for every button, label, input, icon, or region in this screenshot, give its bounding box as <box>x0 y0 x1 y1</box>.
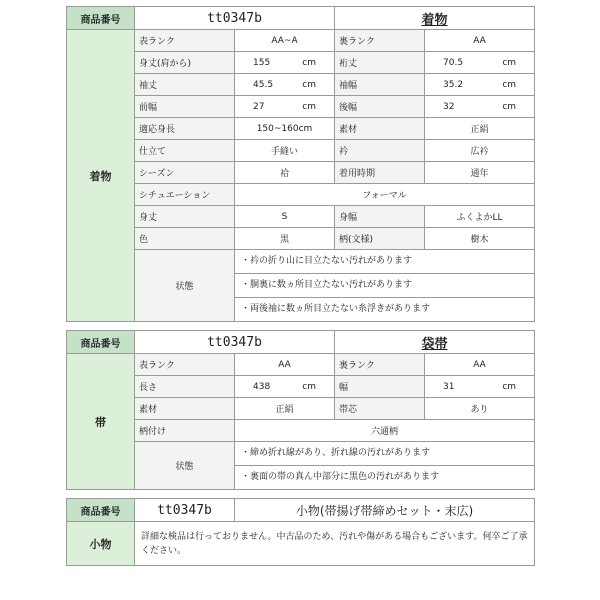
kimono-condition-item: ・胴裏に数ヵ所目立たない汚れがあります <box>235 274 534 298</box>
eri-label: 衿 <box>335 140 425 162</box>
obi-product-no: tt0347b <box>135 331 335 354</box>
obi-ura-rank-value: AA <box>425 354 535 376</box>
maehaba-cell <box>235 96 335 118</box>
ushirohaba-label: 後幅 <box>335 96 425 118</box>
iro-value: 黒 <box>235 228 335 250</box>
tekio-label: 適応身長 <box>135 118 235 140</box>
product-sheet <box>66 6 534 566</box>
ushirohaba-unit: cm <box>502 101 517 112</box>
season-label: シーズン <box>135 162 235 184</box>
mitake-value: 155 <box>253 57 271 68</box>
mihaba-value: ふくよかLL <box>425 206 535 228</box>
obi-nagasa-label: 長さ <box>135 376 235 398</box>
kimono-condition-item: ・両後袖に数ヵ所目立たない糸浮きがあります <box>241 304 431 314</box>
komono-title: 小物(帯揚げ帯締めセット・末広) <box>235 499 535 522</box>
obi-section-label: 帯 <box>67 354 135 490</box>
kimono-table <box>66 6 535 322</box>
obi-omote-rank-label: 表ランク <box>135 354 235 376</box>
obi-nagasa-value: 438 <box>253 381 271 392</box>
ura-rank-label: 裏ランク <box>335 30 425 52</box>
obi-gara-label: 柄付け <box>135 420 235 442</box>
mitake2-value: S <box>235 206 335 228</box>
mitake-label: 身丈(肩から) <box>135 52 235 74</box>
omote-rank-value: AA~A <box>235 30 335 52</box>
situation-label: シチュエーション <box>135 184 235 206</box>
yukitake-unit: cm <box>502 57 517 68</box>
jiki-label: 着用時期 <box>335 162 425 184</box>
mitake-cell <box>235 52 335 74</box>
obi-omote-rank-value: AA <box>235 354 335 376</box>
obi-haba-value: 31 <box>443 381 455 392</box>
yukitake-label: 裄丈 <box>335 52 425 74</box>
ushirohaba-value: 32 <box>443 101 455 112</box>
mitake2-label: 身丈 <box>135 206 235 228</box>
eri-value: 広衿 <box>425 140 535 162</box>
shitate-value: 手縫い <box>235 140 335 162</box>
maehaba-unit: cm <box>302 101 317 112</box>
obi-haba-label: 幅 <box>335 376 425 398</box>
sodetake-cell <box>235 74 335 96</box>
ushirohaba-cell <box>425 96 535 118</box>
komono-table <box>66 498 535 566</box>
section-gap <box>66 322 534 330</box>
obi-sozai-value: 正絹 <box>235 398 335 420</box>
komono-note: 詳細な検品は行っておりません。中古品のため、汚れや傷がある場合もございます。何卒ご了承ください。 <box>135 522 535 566</box>
mihaba-label: 身幅 <box>335 206 425 228</box>
kimono-conditions <box>235 250 535 322</box>
kimono-section-label: 着物 <box>67 30 135 322</box>
obi-gara-value: 六通柄 <box>235 420 535 442</box>
kimono-condition-item: ・衿の折り山に目立たない汚れがあります <box>235 250 534 274</box>
kimono-title: 着物 <box>335 7 535 30</box>
maehaba-label: 前幅 <box>135 96 235 118</box>
sodehaba-unit: cm <box>502 79 517 90</box>
product-no: tt0347b <box>135 7 335 30</box>
ura-rank-value: AA <box>425 30 535 52</box>
sodetake-unit: cm <box>302 79 317 90</box>
sodehaba-label: 袖幅 <box>335 74 425 96</box>
kimono-condition-label: 状態 <box>135 250 235 322</box>
omote-rank-label: 表ランク <box>135 30 235 52</box>
shitate-label: 仕立て <box>135 140 235 162</box>
obi-table <box>66 330 535 490</box>
situation-value: フォーマル <box>235 184 535 206</box>
obi-product-no-label: 商品番号 <box>67 331 135 354</box>
obi-obishin-label: 帯芯 <box>335 398 425 420</box>
tekio-value: 150~160cm <box>235 118 335 140</box>
obi-condition-item: ・締め折れ線があり、折れ線の汚れがあります <box>235 442 534 466</box>
gara-value: 樹木 <box>425 228 535 250</box>
obi-title: 袋帯 <box>335 331 535 354</box>
sodehaba-cell <box>425 74 535 96</box>
obi-haba-cell <box>425 376 535 398</box>
komono-product-no: tt0347b <box>135 499 235 522</box>
obi-ura-rank-label: 裏ランク <box>335 354 425 376</box>
obi-nagasa-cell <box>235 376 335 398</box>
section-gap <box>66 490 534 498</box>
jiki-value: 通年 <box>425 162 535 184</box>
season-value: 袷 <box>235 162 335 184</box>
gara-label: 柄(文様) <box>335 228 425 250</box>
obi-haba-unit: cm <box>502 381 517 392</box>
obi-conditions <box>235 442 535 490</box>
maehaba-value: 27 <box>253 101 265 112</box>
komono-section-label: 小物 <box>67 522 135 566</box>
obi-sozai-label: 素材 <box>135 398 235 420</box>
obi-condition-label: 状態 <box>135 442 235 490</box>
yukitake-cell <box>425 52 535 74</box>
mitake-unit: cm <box>302 57 317 68</box>
komono-product-no-label: 商品番号 <box>67 499 135 522</box>
sozai-value: 正絹 <box>425 118 535 140</box>
sodetake-value: 45.5 <box>253 79 274 90</box>
product-no-label: 商品番号 <box>67 7 135 30</box>
sodehaba-value: 35.2 <box>443 79 464 90</box>
obi-nagasa-unit: cm <box>302 381 317 392</box>
sodetake-label: 袖丈 <box>135 74 235 96</box>
obi-obishin-value: あり <box>425 398 535 420</box>
sozai-label: 素材 <box>335 118 425 140</box>
iro-label: 色 <box>135 228 235 250</box>
yukitake-value: 70.5 <box>443 57 464 68</box>
obi-condition-item: ・裏面の帯の真ん中部分に黒色の汚れがあります <box>241 472 440 482</box>
